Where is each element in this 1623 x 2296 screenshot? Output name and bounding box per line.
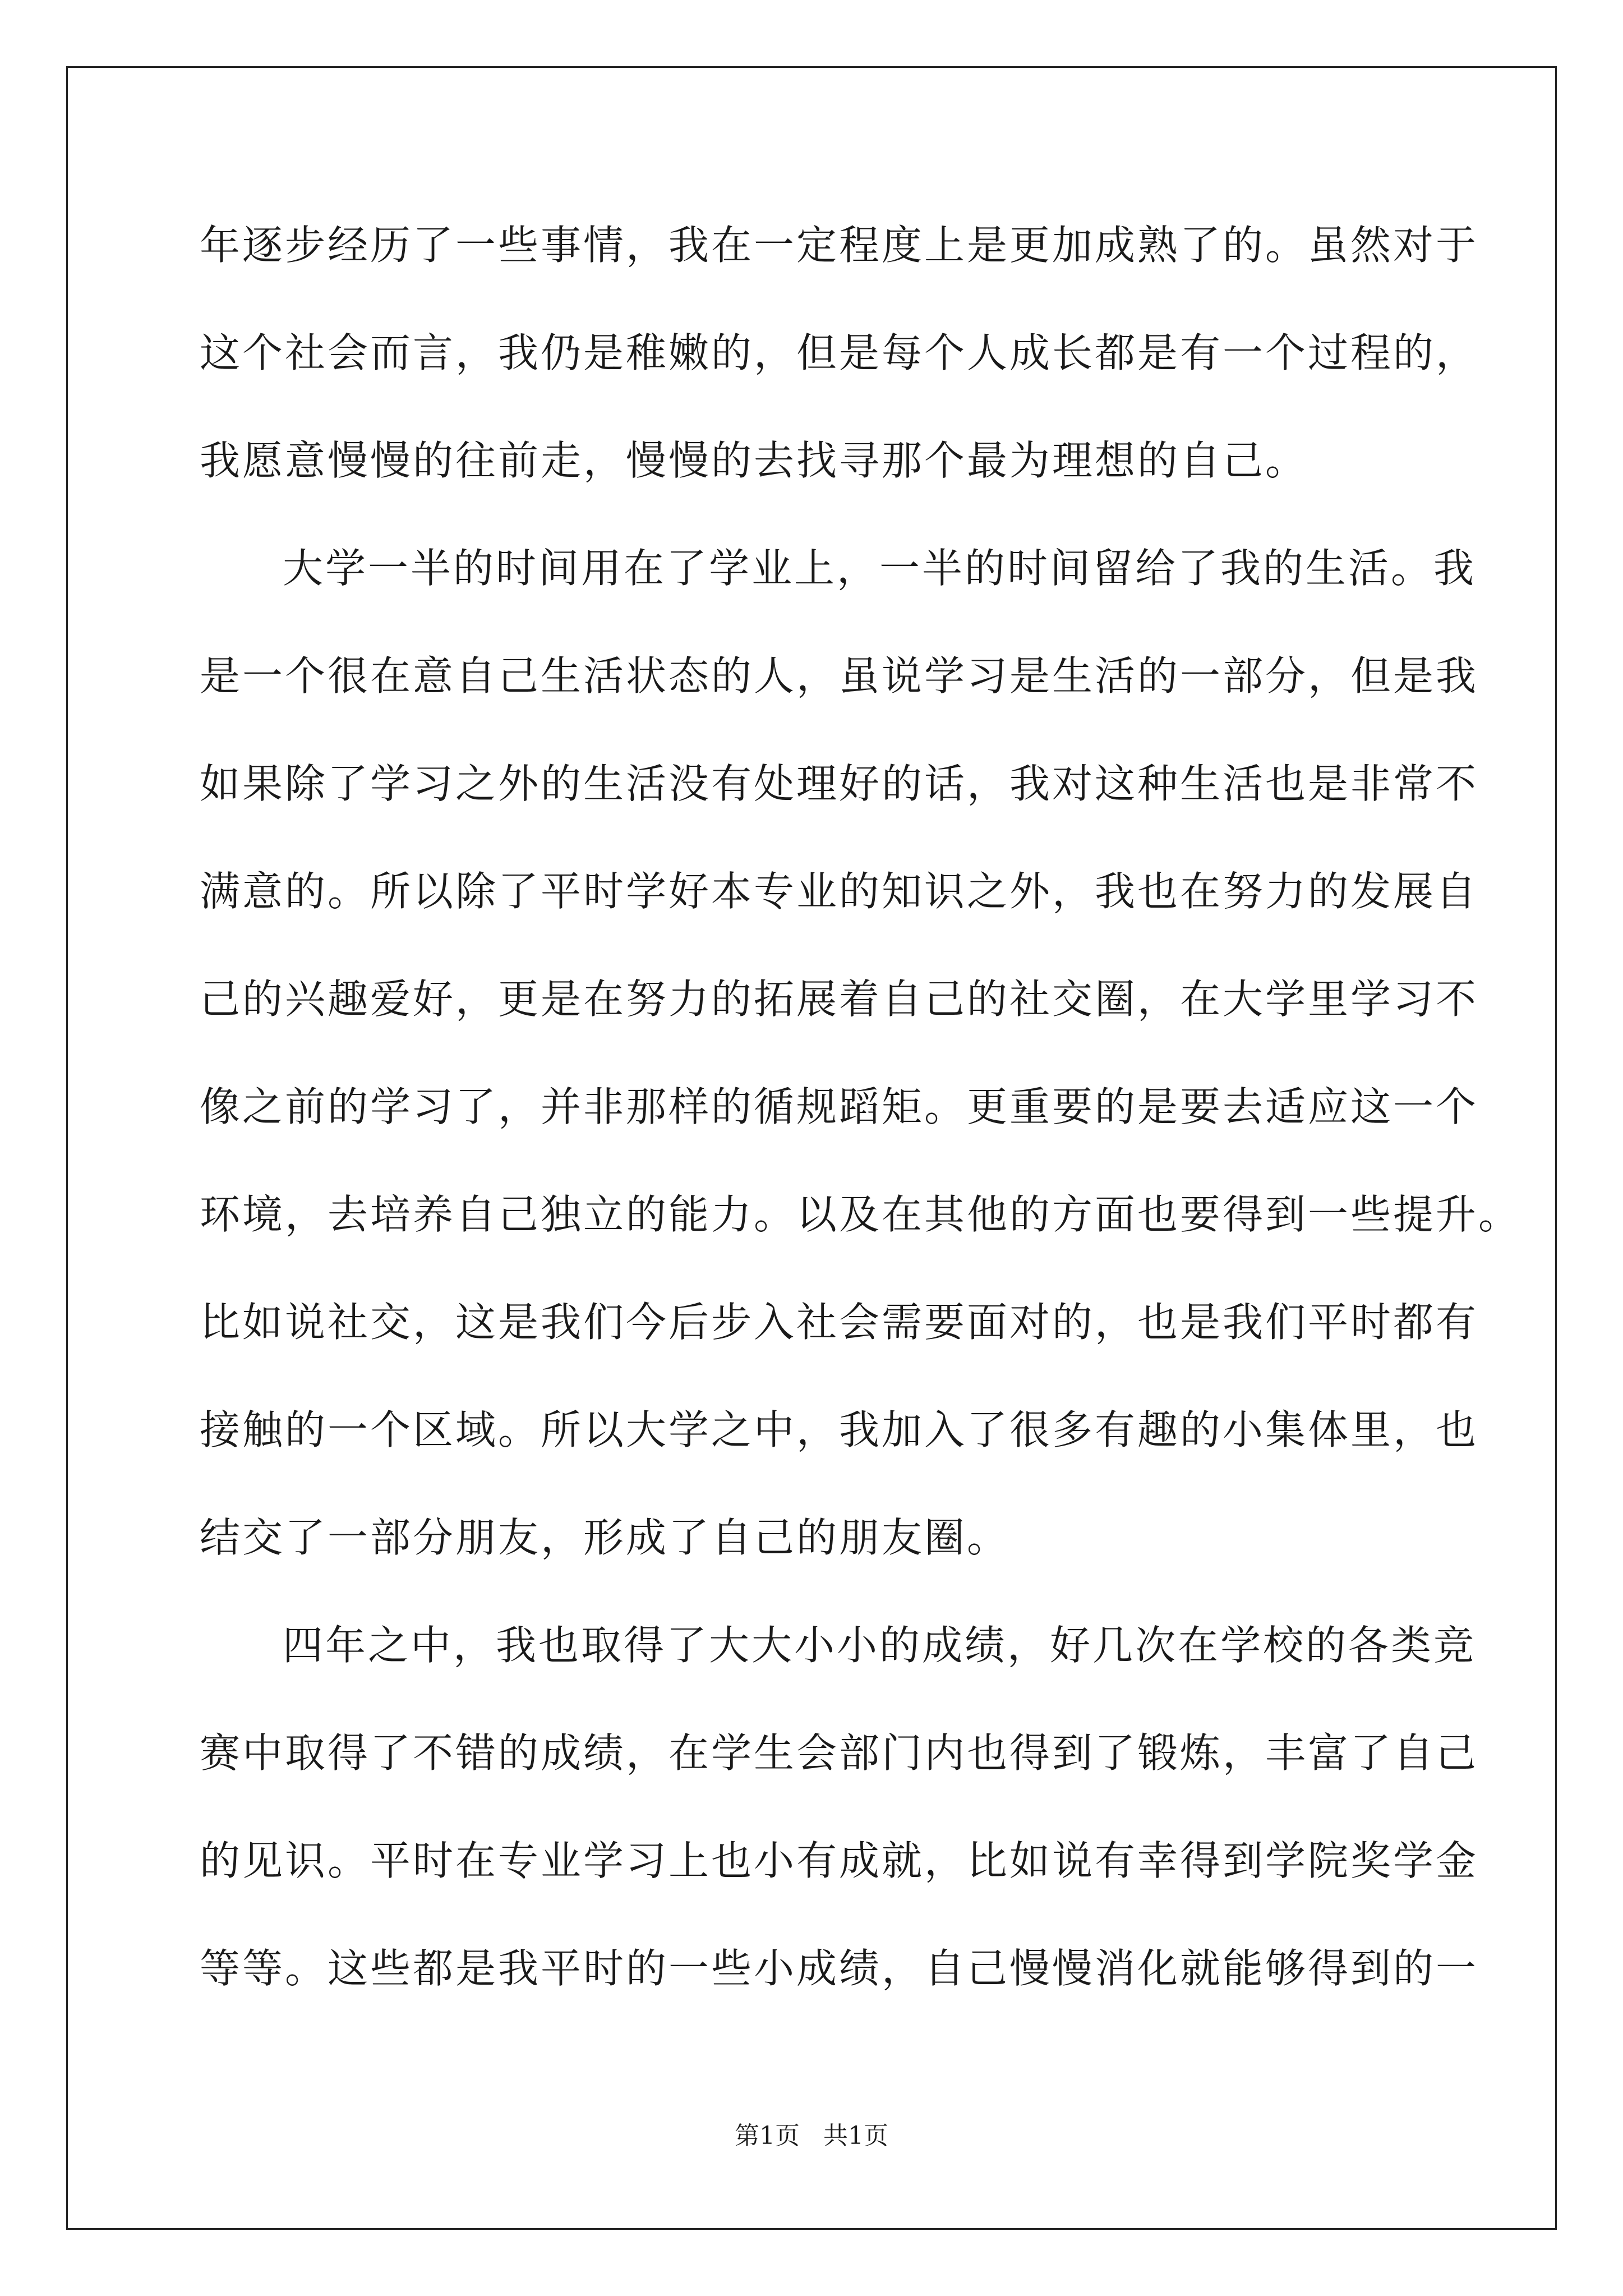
text-line: 像之前的学习了，并非那样的循规蹈矩。更重要的是要去适应这一个 xyxy=(200,1083,1479,1130)
text-line: 如果除了学习之外的生活没有处理好的话，我对这种生活也是非常不 xyxy=(200,760,1479,807)
text-line: 结交了一部分朋友，形成了自己的朋友圈。 xyxy=(200,1514,1010,1561)
text-line: 比如说社交，这是我们今后步入社会需要面对的，也是我们平时都有 xyxy=(200,1299,1479,1346)
text-line: 年逐步经历了一些事情，我在一定程度上是更加成熟了的。虽然对于 xyxy=(200,222,1479,269)
text-line: 的见识。平时在专业学习上也小有成就，比如说有幸得到学院奖学金 xyxy=(200,1837,1479,1884)
text-line: 接触的一个区域。所以大学之中，我加入了很多有趣的小集体里，也 xyxy=(200,1406,1479,1453)
text-line: 环境，去培养自己独立的能力。以及在其他的方面也要得到一些提升。 xyxy=(200,1191,1521,1238)
text-line: 是一个很在意自己生活状态的人，虽说学习是生活的一部分，但是我 xyxy=(200,652,1479,700)
page-number-footer: 第1页 共1页 xyxy=(735,2122,888,2150)
document-body xyxy=(200,203,1521,2034)
text-line: 满意的。所以除了平时学好本专业的知识之外，我也在努力的发展自 xyxy=(200,868,1479,915)
text-line: 赛中取得了不错的成绩，在学生会部门内也得到了锻炼，丰富了自己 xyxy=(200,1729,1479,1777)
text-line: 我愿意慢慢的往前走，慢慢的去找寻那个最为理想的自己。 xyxy=(200,437,1308,484)
text-line: 己的兴趣爱好，更是在努力的拓展着自己的社交圈，在大学里学习不 xyxy=(200,976,1479,1023)
text-line: 这个社会而言，我仍是稚嫩的，但是每个人成长都是有一个过程的， xyxy=(200,329,1479,376)
text-line: 等等。这些都是我平时的一些小成绩，自己慢慢消化就能够得到的一 xyxy=(200,1945,1479,1992)
text-line: 大学一半的时间用在了学业上，一半的时间留给了我的生活。我 xyxy=(283,545,1477,592)
text-line: 四年之中，我也取得了大大小小的成绩，好几次在学校的各类竞 xyxy=(283,1622,1477,1669)
